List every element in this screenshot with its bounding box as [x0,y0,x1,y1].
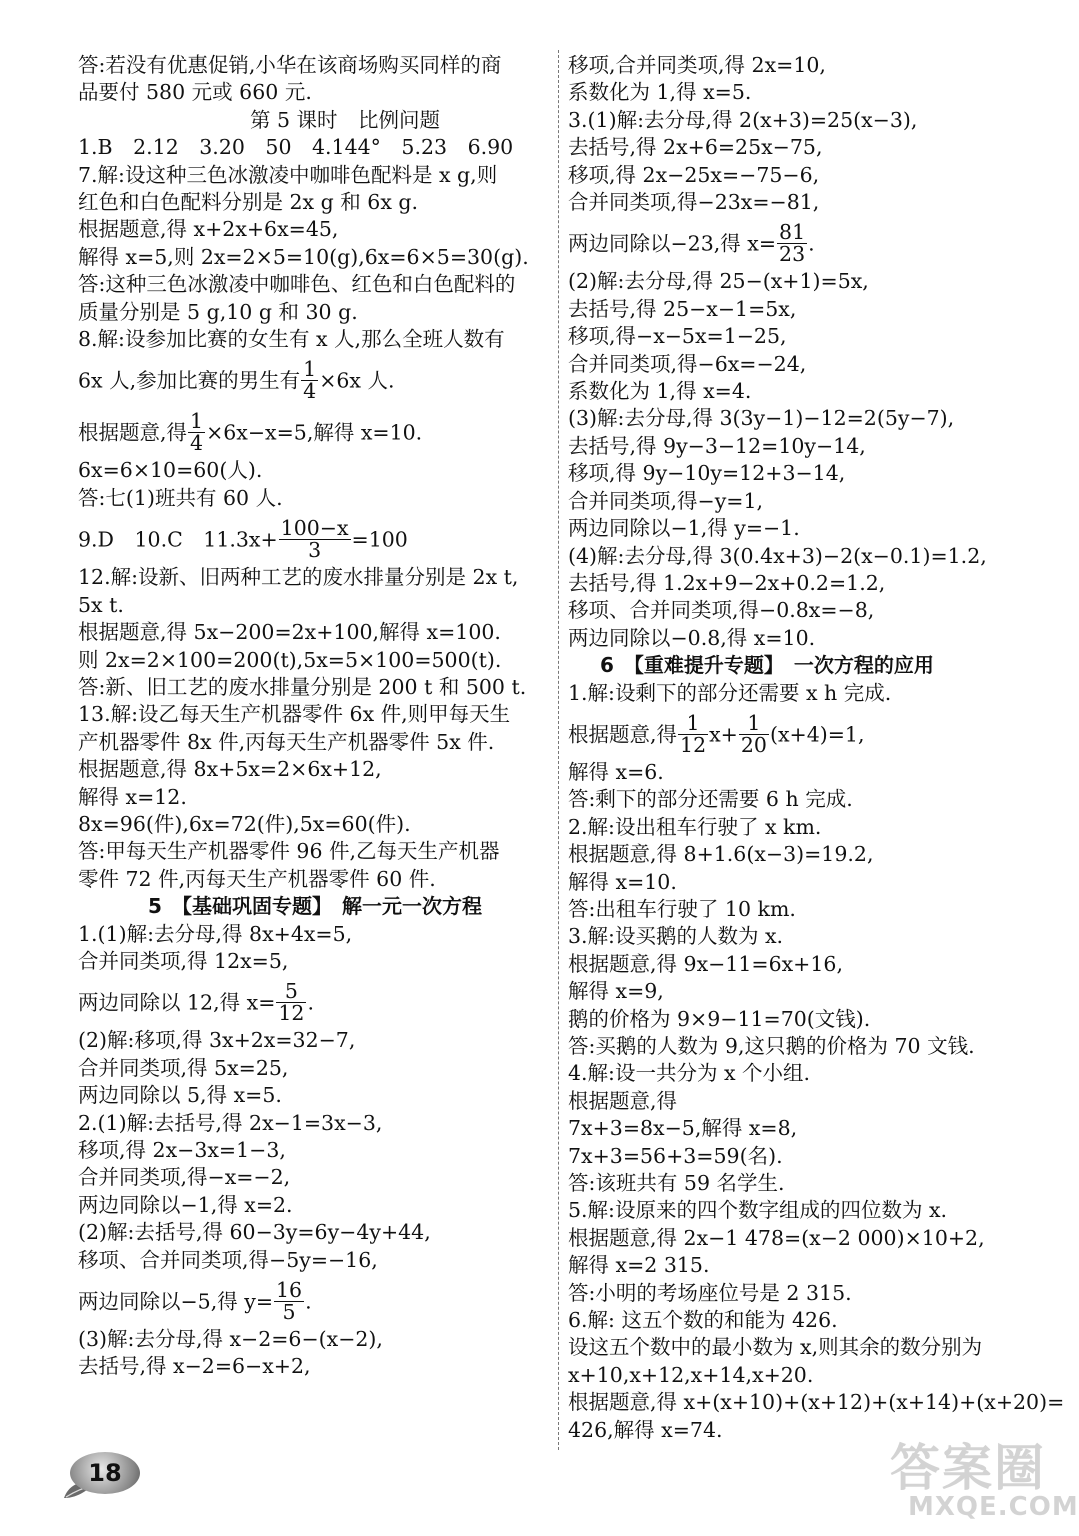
column-divider [558,50,559,1450]
text-segment: 两边同除以 12,得 x= [78,990,276,1015]
answer-line: 答:剩下的部分还需要 6 h 完成. [568,787,853,812]
answer-line: 解得 x=6. [568,759,664,784]
section-title: 5 【基础巩固专题】 解一元一次方程 [148,894,482,919]
answer-line: 解得 x=5,则 2x=2×5=10(g),6x=6×5=30(g). [78,244,529,269]
answer-line: 移项,得 9y−10y=12+3−14, [568,461,846,486]
denominator: 23 [779,242,806,267]
answer-line: 426,解得 x=74. [568,1417,723,1442]
answer-line: 8x=96(件),6x=72(件),5x=60(件). [78,811,411,836]
answer-line: (2)解:去括号,得 60−3y=6y−4y+44, [78,1220,431,1245]
answer-line-fraction [78,1274,552,1326]
text-segment: 两边同除以−5,得 y= [78,1289,274,1314]
numerator: 100−x [280,516,349,541]
answer-line: 1.解:设剩下的部分还需要 x h 完成. [568,680,892,705]
answer-line: 解得 x=2 315. [568,1253,710,1278]
text-segment: 根据题意,得 [78,420,188,445]
section-title: 6 【重难提升专题】 一次方程的应用 [600,653,934,678]
text-segment: 6x 人,参加比赛的男生有 [78,368,301,393]
answer-line: 移项,得 2x−3x=1−3, [78,1138,286,1162]
answer-line: 设这五个数中的最小数为 x,则其余的数分别为 [568,1335,983,1360]
answer-line: 去括号,得 x−2=6−x+2, [78,1354,311,1379]
answer-line: 零件 72 件,丙每天生产机器零件 60 件. [78,866,436,891]
answer-line: 7x+3=8x−5,解得 x=8, [568,1116,798,1141]
answer-line: 6x=6×10=60(人). [78,458,263,483]
answer-line: 红色和白色配料分别是 2x g 和 6x g. [78,190,419,215]
answer-line: 根据题意,得 [568,1088,678,1113]
denominator: 12 [680,732,707,757]
answer-line: 合并同类项,得−y=1, [568,488,764,513]
answer-line: 根据题意,得 9x−11=6x+16, [568,951,843,976]
text-segment: =100 [351,527,408,552]
answer-line: (3)解:去分母,得 3(3y−1)−12=2(5y−7), [568,406,955,431]
answer-line-fraction [568,216,1038,268]
answer-line: 答:小明的考场座位号是 2 315. [568,1280,852,1305]
fraction [678,710,708,757]
answer-line: 答:出租车行驶了 10 km. [568,896,796,921]
answer-line: 移项,得−x−5x=1−25, [568,324,787,349]
text-segment: ×6x−x=5,解得 x=10. [206,420,423,445]
text-segment: 两边同除以−23,得 x= [568,231,777,256]
answer-line: 品要付 580 元或 660 元. [78,80,312,105]
fraction [276,981,306,1024]
answer-line: 1.(1)解:去分母,得 8x+4x=5, [78,921,353,946]
lesson-title: 第 5 课时 比例问题 [249,107,441,132]
answer-line: 移项,合并同类项,得 2x=10, [568,53,826,77]
answer-line: 2.(1)解:去括号,得 2x−1=3x−3, [78,1110,383,1135]
answer-line: 3.解:设买鹅的人数为 x. [568,924,784,949]
answer-line: 2.解:设出租车行驶了 x km. [568,814,822,839]
answer-line: 则 2x=2×100=200(t),5x=5×100=500(t). [78,647,502,672]
answer-line: 两边同除以−1,得 y=−1. [568,516,800,541]
answer-line: 4.解:设一共分为 x 个小组. [568,1061,811,1086]
watermark-url: MXQE.COM [908,1492,1079,1522]
watermark-logo [880,1428,1079,1528]
answer-line: 答:买鹅的人数为 9,这只鹅的价格为 70 文钱. [568,1034,975,1058]
answer-line: 根据题意,得 8+1.6(x−3)=19.2, [568,842,874,867]
denominator: 4 [303,379,317,404]
answer-line: (3)解:去分母,得 x−2=6−(x−2), [78,1327,383,1352]
denominator: 4 [190,431,204,456]
answer-line-fraction [568,707,1038,759]
answer-line: 去括号,得 1.2x+9−2x+0.2=1.2, [568,570,886,595]
text-segment: ×6x 人. [319,368,395,393]
fraction [739,710,769,757]
answer-line: 答:新、旧工艺的废水排量分别是 200 t 和 500 t. [78,674,527,699]
answer-line: 答:甲每天生产机器零件 96 件,乙每天生产机器 [78,839,500,864]
answer-line: 7x+3=56+3=59(名). [568,1143,783,1168]
text-segment: . [305,1289,312,1314]
answer-line: (2)解:移项,得 3x+2x=32−7, [78,1028,356,1053]
answer-line: 答:该班共有 59 名学生. [568,1171,785,1196]
answer-line: 系数化为 1,得 x=5. [568,80,752,105]
answer-line: 合并同类项,得 5x=25, [78,1055,289,1080]
watermark-text: 答案圈 [890,1439,1046,1497]
numerator: 1 [739,713,769,735]
left-column [78,52,552,1381]
fraction [279,518,351,561]
denominator: 3 [308,538,322,563]
page-number: 18 [70,1452,140,1494]
answer-line: 根据题意,得 5x−200=2x+100,解得 x=100. [78,620,501,645]
answer-line: 鹅的价格为 9×9−11=70(文钱). [568,1006,871,1031]
answer-line: 根据题意,得 x+(x+10)+(x+12)+(x+14)+(x+20)= [568,1390,1065,1415]
answer-line: 根据题意,得 x+2x+6x=45, [78,217,339,242]
text-segment: 根据题意,得 [568,722,678,747]
answer-line-fraction [78,353,552,405]
answer-line: 5.解:设原来的四个数字组成的四位数为 x. [568,1198,948,1223]
answer-line: 移项、合并同类项,得−5y=−16, [78,1247,378,1272]
text-segment: 9.D 10.C 11.3x+ [78,527,278,552]
answer-line: 系数化为 1,得 x=4. [568,379,752,404]
answer-line: 去括号,得 25−x−1=5x, [568,296,797,321]
fraction [777,222,807,265]
fraction [274,1280,304,1323]
answer-line: 答:这种三色冰激凌中咖啡色、红色和白色配料的 [78,272,516,297]
answer-line: 去括号,得 2x+6=25x−75, [568,135,823,160]
answer-line: 根据题意,得 2x−1 478=(x−2 000)×10+2, [568,1225,985,1250]
answer-line: 6.解: 这五个数的和能为 426. [568,1308,838,1333]
answer-line-fraction [78,512,552,564]
text-segment: x+ [709,722,738,747]
answer-line-fraction [78,405,552,457]
fraction [188,411,205,454]
text-segment: . [808,231,815,256]
answer-line: 合并同类项,得−23x=−81, [568,190,820,215]
answer-line: 5x t. [78,592,124,617]
answer-line: 答:若没有优惠促销,小华在该商场购买同样的商 [78,53,502,77]
numerator: 1 [678,713,708,735]
numerator: 81 [779,220,806,245]
answer-line: 解得 x=10. [568,869,677,894]
text-segment: . [307,990,314,1015]
answer-line: 解得 x=9, [568,979,664,1004]
answer-line-fraction [78,975,552,1027]
numerator: 1 [303,357,317,382]
answer-line: (2)解:去分母,得 25−(x+1)=5x, [568,269,869,294]
fraction [301,359,318,402]
denominator: 5 [282,1300,296,1325]
answer-line: 3.(1)解:去分母,得 2(x+3)=25(x−3), [568,107,918,132]
answer-line: 8.解:设参加比赛的女生有 x 人,那么全班人数有 [78,327,505,352]
answer-line: 质量分别是 5 g,10 g 和 30 g. [78,299,358,324]
answer-line: (4)解:去分母,得 3(0.4x+3)−2(x−0.1)=1.2, [568,543,987,568]
answer-line: 解得 x=12. [78,784,187,809]
numerator: 16 [276,1278,303,1303]
answer-line: 7.解:设这种三色冰激凌中咖啡色配料是 x g,则 [78,162,498,187]
answer-line: 1.B 2.12 3.20 50 4.144° 5.23 6.90 [78,135,514,160]
answer-line: 合并同类项,得 12x=5, [78,948,289,973]
text-segment: (x+4)=1, [769,722,865,747]
denominator: 20 [740,732,767,757]
numerator: 1 [190,409,204,434]
answer-line: 产机器零件 8x 件,丙每天生产机器零件 5x 件. [78,729,495,754]
right-column [568,52,1065,1444]
answer-line: 两边同除以−1,得 x=2. [78,1192,293,1217]
numerator: 5 [276,981,306,1003]
answer-line: 两边同除以−0.8,得 x=10. [568,625,816,650]
answer-line: 答:七(1)班共有 60 人. [78,485,283,510]
answer-line: 移项,得 2x−25x=−75−6, [568,162,820,187]
answer-line: 12.解:设新、旧两种工艺的废水排量分别是 2x t, [78,565,519,590]
answer-line: 移项、合并同类项,得−0.8x=−8, [568,598,875,623]
answer-line: 根据题意,得 8x+5x=2×6x+12, [78,757,382,782]
answer-line: x+10,x+12,x+14,x+20. [568,1362,814,1387]
denominator: 12 [278,1001,305,1026]
answer-line: 两边同除以 5,得 x=5. [78,1083,282,1108]
answer-line: 去括号,得 9y−3−12=10y−14, [568,433,866,458]
answer-line: 合并同类项,得−x=−2, [78,1165,291,1190]
answer-line: 13.解:设乙每天生产机器零件 6x 件,则甲每天生 [78,702,511,727]
answer-line: 合并同类项,得−6x=−24, [568,351,807,376]
